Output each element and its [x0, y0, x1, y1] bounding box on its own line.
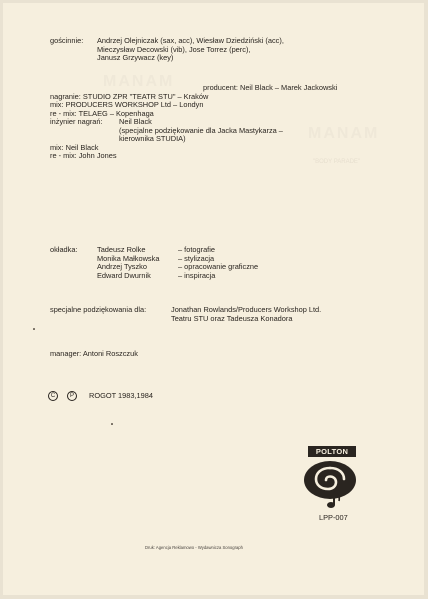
mix-credit: mix: PRODUCERS WORKSHOP Ltd – Londyn — [50, 100, 204, 109]
cover-name-4: Edward Dwurnik — [97, 270, 151, 280]
speck — [33, 328, 35, 330]
manager-credit: manager: Antoni Roszczuk — [50, 349, 138, 358]
thanks-line-2: Teatru STU oraz Tadeusza Konadora — [171, 313, 293, 323]
thanks-line-1: Jonathan Rowlands/Producers Workshop Ltd. — [171, 305, 322, 314]
cover-name-2: Monika Małkowska — [97, 253, 160, 263]
thanks-label: specjalne podziękowania dla: — [50, 305, 147, 314]
engineer-name: Neil Black — [119, 117, 152, 126]
show-through-text: "BODY PARADE" — [313, 159, 361, 165]
polton-label: POLTON — [308, 446, 356, 457]
guests-line-2: Mieczysław Decowski (vib), Jose Torrez (perc), — [97, 44, 251, 54]
polton-logo-icon — [302, 459, 358, 509]
engineer-label: inżynier nagrań: — [50, 117, 103, 126]
cover-label: okładka: — [50, 245, 78, 254]
cover-role-2: – stylizacja — [178, 253, 215, 263]
guests-label: gościnnie: — [50, 36, 84, 45]
mix-credit-2: mix: Neil Black — [50, 142, 99, 152]
phonogram-icon: P — [67, 391, 77, 401]
remix-credit: re - mix: TELAEG – Kopenhaga — [50, 108, 154, 118]
show-through-watermark-right: MANAM — [308, 125, 380, 142]
copyright-text: ROGOT 1983,1984 — [89, 391, 153, 400]
copyright-icon: C — [48, 391, 58, 401]
guests-line-1: Andrzej Olejniczak (sax, acc), Wiesław Dziedziński (acc), — [97, 36, 284, 45]
engineer-note-2: kierownika STUDIA) — [119, 134, 186, 143]
speck — [111, 423, 113, 425]
guests-line-3: Janusz Grzywacz (key) — [97, 53, 174, 62]
cover-name-3: Andrzej Tyszko — [97, 262, 147, 271]
insert-sheet — [3, 3, 424, 595]
cover-name-1: Tadeusz Rolke — [97, 245, 146, 254]
producer-credit: producent: Neil Black – Marek Jackowski — [203, 83, 338, 92]
recording-credit: nagranie: STUDIO ZPR "TEATR STU" – Kraków — [50, 91, 209, 101]
engineer-note-1: (specjalne podziękowanie dla Jacka Mastykarza – — [119, 125, 283, 135]
cover-role-3: – opracowanie graficzne — [178, 262, 259, 271]
cover-role-1: – fotografie — [178, 245, 215, 254]
cover-role-4: – inspiracja — [178, 270, 216, 280]
remix-credit-2: re - mix: John Jones — [50, 151, 117, 160]
printer-credit: Druk: Agencja Reklamowo - Wydawnicza Sonograph — [145, 545, 243, 550]
show-through-watermark: MANAM — [103, 73, 175, 90]
catalog-number: LPP-007 — [319, 513, 348, 522]
